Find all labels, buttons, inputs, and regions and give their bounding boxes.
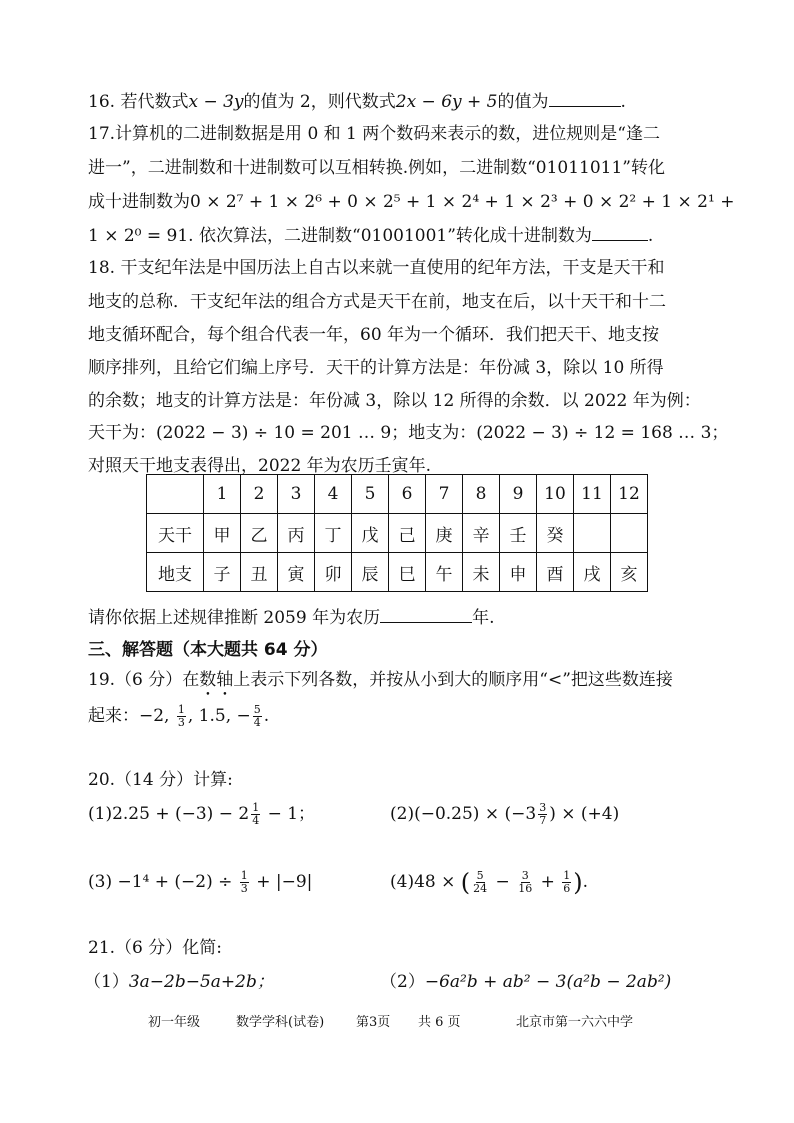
table-row (147, 553, 648, 592)
table-cell: 12 (611, 475, 648, 514)
q21-p1-expr: 3a−2b−5a+2b； (128, 972, 274, 992)
fraction-numerator: 3 (539, 801, 547, 814)
q16-mid: 的值为 2，则代数式 (243, 92, 396, 112)
q17-line4-text: 依次算法，二进制数“01001001”转化成十进制数为 (193, 226, 592, 246)
footer-subject: 数学学科(试卷) (236, 1015, 325, 1030)
q20-part1 (88, 802, 315, 827)
q19-rest: 上表示下列各数，并按从小到大的顺序用“<”把这些数连接 (233, 670, 673, 690)
table-cell: 2 (241, 475, 278, 514)
q20-p4-fraction-2 (517, 870, 533, 895)
q20-p3-b: + |−9| (250, 872, 313, 892)
footer-page: 第3页 (356, 1015, 391, 1030)
q17-line3-prefix: 成十进制数为 (88, 192, 190, 212)
table-cell: 未 (463, 553, 500, 592)
q17-line4-math: 1 × 2⁰ = 91. (88, 226, 194, 246)
q18-line3: 地支循环配合，每个组合代表一年，60 年为一个循环．我们把天干、地支按 (88, 325, 660, 345)
q19-fraction-1 (177, 704, 186, 729)
left-paren: ( (460, 868, 471, 897)
q21-p2-label: （2） (380, 972, 425, 992)
q19-end: . (263, 706, 270, 726)
q17-line1: 17.计算机的二进制数据是用 0 和 1 两个数码来表示的数，进位规则是“逢二 (88, 124, 660, 144)
section-title: 三、解答题（本大题共 64 分） (88, 640, 328, 660)
q19-prefix: 19.（6 分）在 (88, 670, 200, 690)
table-cell (611, 514, 648, 553)
table-cell: 辰 (352, 553, 389, 592)
table-cell: 8 (463, 475, 500, 514)
q20-p4-m1: − (490, 872, 516, 892)
fraction-denominator: 4 (252, 814, 260, 827)
table-cell: 辛 (463, 514, 500, 553)
q20-p2-a: (2)(−0.25) × (−3 (390, 804, 537, 824)
q20-p3-fraction (240, 870, 249, 895)
q18-after-prefix: 请你依据上述规律推断 2059 年为农历 (88, 608, 381, 628)
fraction-numerator: 5 (253, 703, 261, 716)
q21-part2 (380, 970, 671, 994)
q18-line1: 18. 干支纪年法是中国历法上自古以来就一直使用的纪年方法，干支是天干和 (88, 258, 665, 278)
table-cell: 地支 (147, 553, 204, 592)
q16-line (88, 88, 626, 114)
right-paren: ) (573, 868, 583, 897)
q20-p3-a: (3) −1⁴ + (−2) ÷ (88, 872, 238, 892)
q18-line7: 对照天干地支表得出，2022 年为农历壬寅年. (88, 456, 432, 476)
q20-p4-a: (4)48 × (390, 872, 461, 892)
q20-part4 (390, 870, 588, 895)
table-cell: 10 (537, 475, 574, 514)
fraction-numerator: 1 (252, 801, 260, 814)
footer-total: 共 6 页 (418, 1015, 461, 1030)
q21-p1-label: （1） (84, 972, 129, 992)
fraction-denominator: 3 (240, 882, 248, 895)
table-cell: 丁 (315, 514, 352, 553)
q21-title: 21.（6 分）化简: (88, 938, 222, 958)
q20-p4-m2: + (535, 872, 561, 892)
q17-end: . (647, 226, 654, 246)
table-cell: 5 (352, 475, 389, 514)
fraction-numerator: 3 (521, 869, 529, 882)
table-cell: 巳 (389, 553, 426, 592)
table-cell (574, 514, 611, 553)
q17-line4 (88, 222, 653, 248)
q18-line5: 的余数；地支的计算方法是：年份减 3，除以 12 所得的余数．以 2022 年为例： (88, 391, 701, 411)
table-cell: 寅 (278, 553, 315, 592)
table-cell: 亥 (611, 553, 648, 592)
q19-line2 (88, 704, 269, 729)
q20-title: 20.（14 分）计算: (88, 770, 233, 790)
q16-end: . (620, 92, 626, 112)
table-cell: 壬 (500, 514, 537, 553)
fraction-denominator: 3 (177, 716, 185, 729)
table-cell: 卯 (315, 553, 352, 592)
table-row (147, 514, 648, 553)
q19-fraction-2 (253, 704, 262, 729)
table-cell: 甲 (204, 514, 241, 553)
table-cell: 癸 (537, 514, 574, 553)
fraction-denominator: 6 (563, 882, 571, 895)
table-cell: 午 (426, 553, 463, 592)
fraction-numerator: 5 (476, 869, 484, 882)
q16-answer-blank[interactable] (549, 88, 621, 107)
q20-p1-a: (1)2.25 + (−3) − 2 (88, 804, 250, 824)
fraction-numerator: 1 (563, 869, 571, 882)
table-cell: 戌 (574, 553, 611, 592)
table-cell: 3 (278, 475, 315, 514)
q17-line3-math: 0 × 2⁷ + 1 × 2⁶ + 0 × 2⁵ + 1 × 2⁴ + 1 × 2³ + 0 × 2² + 1 × 2¹ + (190, 192, 735, 212)
q20-p2-fraction (538, 802, 547, 827)
table-cell: 9 (500, 475, 537, 514)
q18-after (88, 604, 494, 630)
table-cell: 1 (204, 475, 241, 514)
table-cell: 丑 (241, 553, 278, 592)
fraction-numerator: 1 (240, 869, 248, 882)
q20-p1-fraction (251, 802, 260, 827)
q19-mid: , 1.5, − (187, 706, 251, 726)
q19-line2-prefix: 起来：−2, (88, 706, 175, 726)
table-row (147, 475, 648, 514)
q18-answer-blank[interactable] (380, 604, 472, 623)
q17-line3 (88, 190, 734, 214)
fraction-denominator: 16 (518, 882, 533, 895)
q21-p2-expr: −6a²b + ab² − 3(a²b − 2ab²) (424, 972, 672, 992)
q21-part1 (84, 970, 274, 994)
q16-suffix: 的值为 (497, 92, 549, 112)
fraction-denominator: 4 (253, 716, 261, 729)
q18-after-suffix: 年. (472, 608, 495, 628)
q20-p2-b: ) × (+4) (549, 804, 620, 824)
q16-expr1: x − 3y (188, 92, 244, 112)
q16-expr2: 2x − 6y + 5 (395, 92, 498, 112)
table-cell: 7 (426, 475, 463, 514)
table-cell: 子 (204, 553, 241, 592)
q20-p1-b: − 1； (262, 804, 316, 824)
q20-part2 (390, 802, 619, 827)
table-cell: 庚 (426, 514, 463, 553)
table-cell: 乙 (241, 514, 278, 553)
q19-dotted-word: 数轴 (199, 670, 234, 690)
q17-line2: 进一”，二进制数和十进制数可以互相转换.例如，二进制数“01011011”转化 (88, 158, 666, 178)
table-cell: 4 (315, 475, 352, 514)
fraction-denominator: 24 (473, 882, 488, 895)
table-cell (147, 475, 204, 514)
table-cell: 酉 (537, 553, 574, 592)
footer-grade: 初一年级 (148, 1015, 201, 1030)
fraction-numerator: 1 (177, 703, 185, 716)
table-cell: 6 (389, 475, 426, 514)
q20-p4-b: . (582, 872, 589, 892)
q18-line4: 顺序排列，且给它们编上序号．天干的计算方法是：年份减 3，除以 10 所得 (88, 358, 664, 378)
q16-prefix: 16. 若代数式 (88, 92, 189, 112)
ganzhi-table (146, 474, 648, 592)
q17-answer-blank[interactable] (592, 222, 648, 241)
table-cell: 戊 (352, 514, 389, 553)
q18-line6: 天干为：(2022 − 3) ÷ 10 = 201 … 9；地支为：(2022 − 3) ÷ 12 = 168 … 3； (88, 423, 729, 443)
q20-part3 (88, 870, 312, 895)
footer-school: 北京市第一六六中学 (516, 1015, 634, 1030)
q20-p4-fraction-1 (472, 870, 488, 895)
fraction-denominator: 7 (539, 814, 547, 827)
q20-p4-fraction-3 (562, 870, 571, 895)
table-cell: 11 (574, 475, 611, 514)
table-cell: 丙 (278, 514, 315, 553)
table-cell: 己 (389, 514, 426, 553)
q19-line1 (88, 668, 673, 700)
table-cell: 申 (500, 553, 537, 592)
table-cell: 天干 (147, 514, 204, 553)
q18-line2: 地支的总称．干支纪年法的组合方式是天干在前，地支在后，以十天干和十二 (88, 292, 666, 312)
